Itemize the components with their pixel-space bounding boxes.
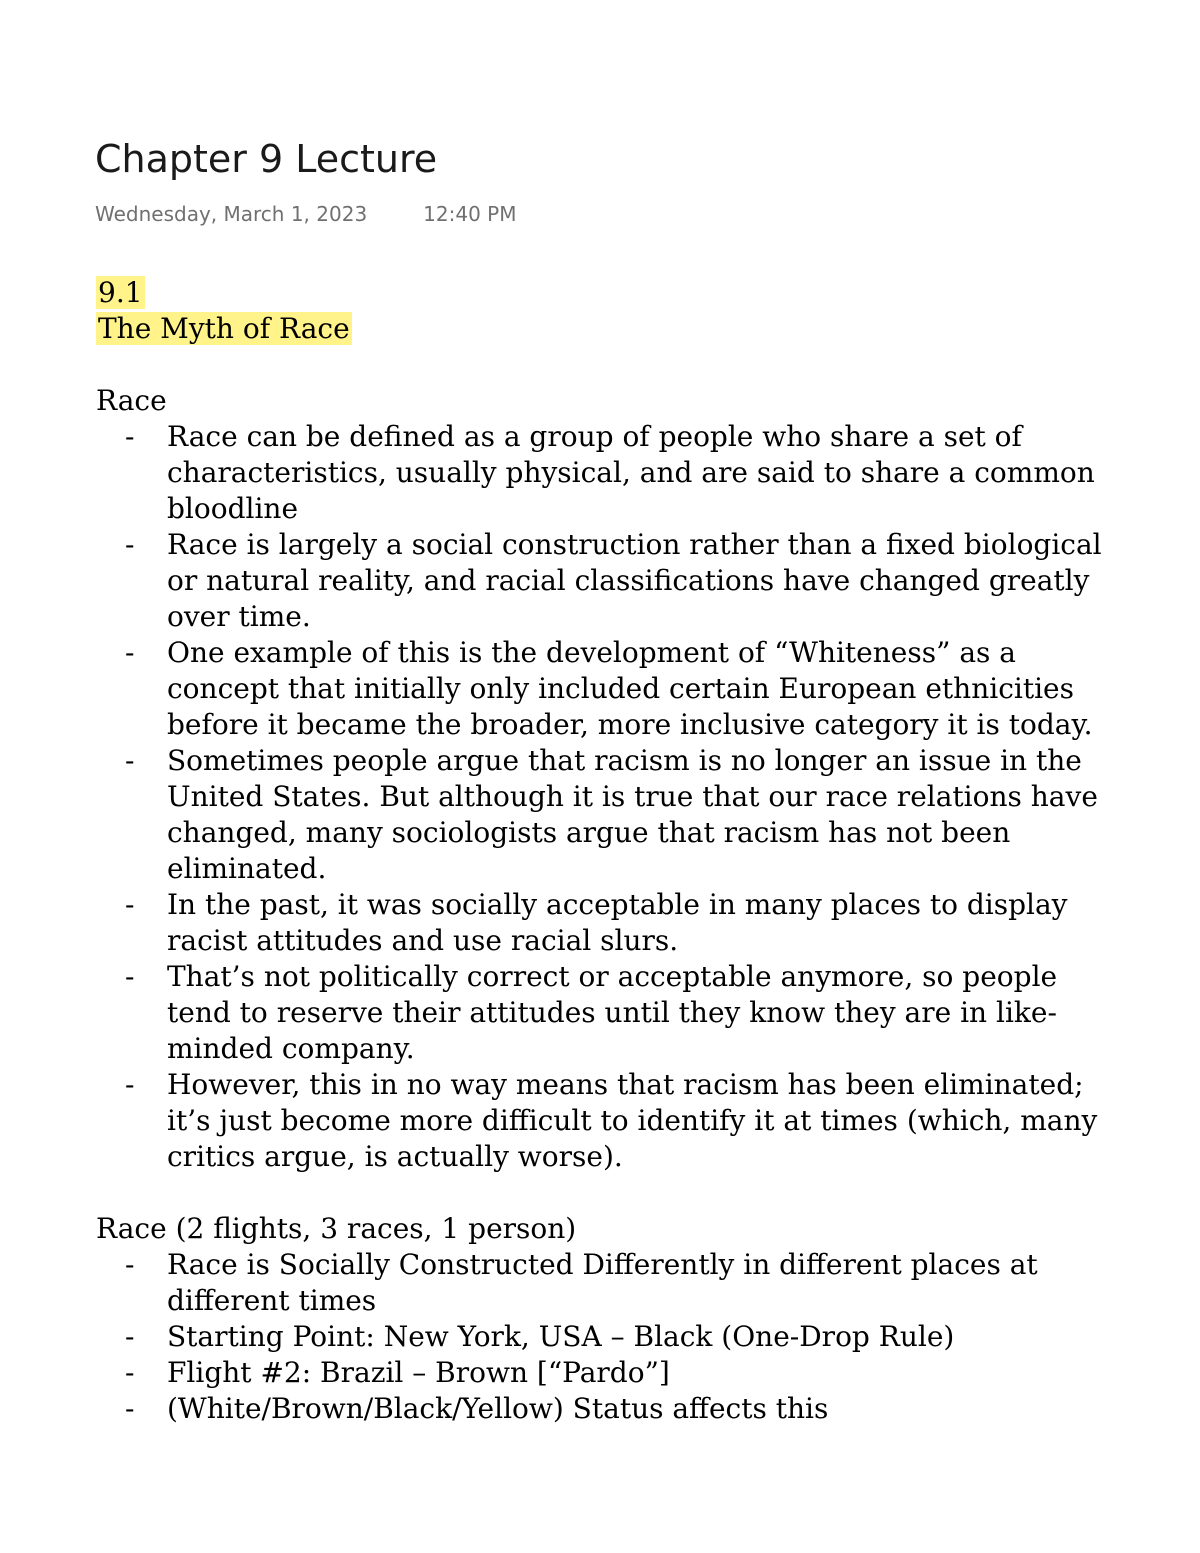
flights-heading: Race (2 flights, 3 races, 1 person) <box>96 1212 577 1245</box>
list-item-text: Race is largely a social construction rather than a fixed biological or natural reality, and racial classifications have changed greatly over time. <box>167 528 1102 633</box>
list-item <box>96 887 1106 959</box>
race-bullet-list <box>96 419 1106 1175</box>
list-item-text: However, this in no way means that racism has been eliminated; it’s just become more difficult to identify it at times (which, many critics argue, is actually worse). <box>167 1068 1098 1173</box>
dash-bullet-icon: - <box>125 888 135 921</box>
dash-bullet-icon: - <box>125 960 135 993</box>
note-time: 12:40 PM <box>423 202 517 226</box>
list-item-text: Race can be defined as a group of people who share a set of characteristics, usually physical, and are said to share a common bloodline <box>167 420 1095 525</box>
list-item <box>96 635 1106 743</box>
list-item <box>96 959 1106 1067</box>
dash-bullet-icon: - <box>125 1356 135 1389</box>
dash-bullet-icon: - <box>125 1068 135 1101</box>
section-number <box>96 275 1106 311</box>
list-item <box>96 419 1106 527</box>
dash-bullet-icon: - <box>125 420 135 453</box>
list-item <box>96 527 1106 635</box>
list-item-text: (White/Brown/Black/Yellow) Status affects this <box>167 1392 829 1425</box>
list-item <box>96 1355 1106 1391</box>
list-item-text: Race is Socially Constructed Differently in different places at different times <box>167 1248 1038 1317</box>
list-item <box>96 743 1106 887</box>
dash-bullet-icon: - <box>125 1392 135 1425</box>
note-body <box>96 275 1106 1435</box>
dash-bullet-icon: - <box>125 636 135 669</box>
list-item-text: In the past, it was socially acceptable in many places to display racist attitudes and use racial slurs. <box>167 888 1068 957</box>
dash-bullet-icon: - <box>125 744 135 777</box>
list-item-text: Starting Point: New York, USA – Black (One-Drop Rule) <box>167 1320 955 1353</box>
list-item-text: Sometimes people argue that racism is no longer an issue in the United States. But although it is true that our race relations have changed, many sociologists argue that racism has not been eliminated. <box>167 744 1098 885</box>
spacer <box>96 347 1106 383</box>
list-item <box>96 1067 1106 1175</box>
flights-bullet-list <box>96 1247 1106 1427</box>
dash-bullet-icon: - <box>125 528 135 561</box>
list-item <box>96 1391 1106 1427</box>
dash-bullet-icon: - <box>125 1248 135 1281</box>
dash-bullet-icon: - <box>125 1320 135 1353</box>
note-timestamp <box>95 200 516 228</box>
spacer <box>96 1175 1106 1211</box>
highlighted-text: 9.1 <box>98 276 143 309</box>
list-item-text: That’s not politically correct or acceptable anymore, so people tend to reserve their attitudes until they know they are in like-minded company. <box>167 960 1058 1065</box>
highlighted-text: The Myth of Race <box>98 312 350 345</box>
race-heading: Race <box>96 384 167 417</box>
page-title: Chapter 9 Lecture <box>95 137 438 181</box>
section-title <box>96 311 1106 347</box>
note-date: Wednesday, March 1, 2023 <box>95 202 368 226</box>
list-item-text: Flight #2: Brazil – Brown [“Pardo”] <box>167 1356 670 1389</box>
list-item <box>96 1319 1106 1355</box>
list-item <box>96 1247 1106 1319</box>
list-item-text: One example of this is the development of “Whiteness” as a concept that initially only included certain European ethnicities before it became the broader, more inclusive category it is today. <box>167 636 1093 741</box>
